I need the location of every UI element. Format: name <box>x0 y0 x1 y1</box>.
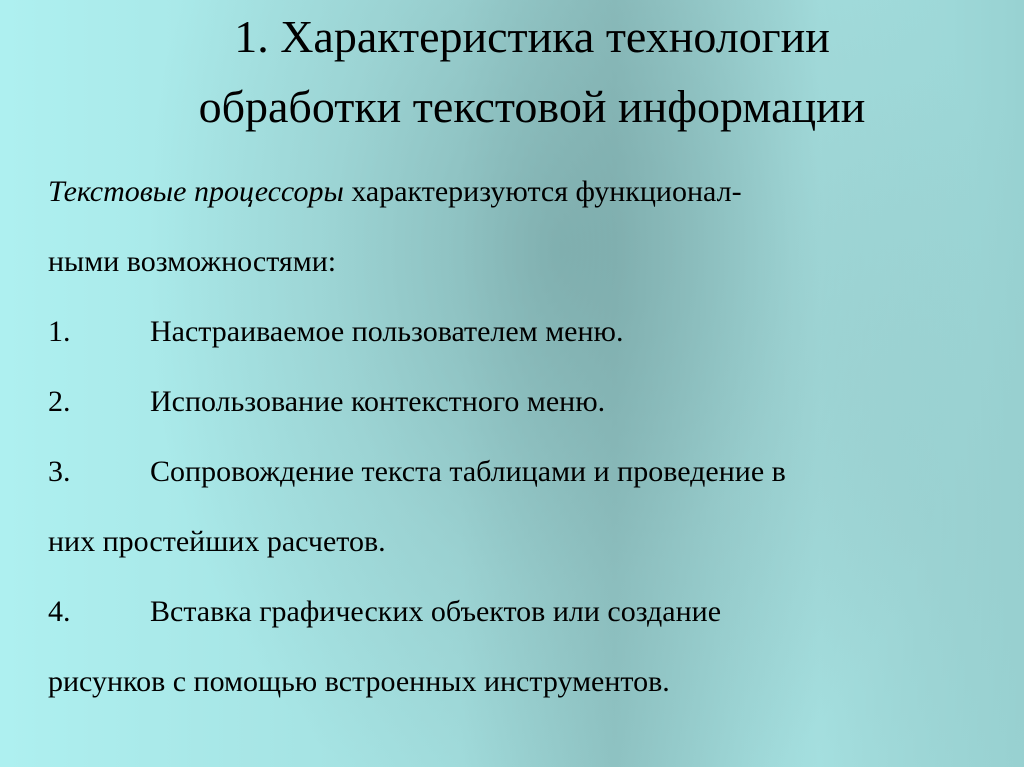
list-item-text: Сопровождение текста таблицами и проведение в <box>150 455 786 488</box>
slide-body <box>48 157 1008 717</box>
slide-title <box>0 2 1024 142</box>
title-line-1: 1. Характеристика технологии <box>234 11 830 62</box>
list-item-text: Использование контекстного меню. <box>150 385 606 418</box>
list-item <box>48 577 1008 647</box>
title-line-2: обработки текстовой информации <box>198 81 866 132</box>
list-item <box>48 297 1008 367</box>
list-item-continuation: рисунков с помощью встроенных инструментов. <box>48 665 670 698</box>
list-item-number: 2. <box>48 385 71 418</box>
list-item-number: 1. <box>48 315 71 348</box>
list-item <box>48 437 1008 507</box>
list-item-text: Настраиваемое пользователем меню. <box>150 315 624 348</box>
list-item <box>48 367 1008 437</box>
intro-line-2: ными возможностями: <box>48 245 337 278</box>
intro-italic-text: Текстовые процессоры <box>48 175 344 208</box>
intro-rest-text: характеризуются функционал- <box>343 175 742 208</box>
list-item-continuation: них простейших расчетов. <box>48 525 386 558</box>
list-item-number: 4. <box>48 595 71 628</box>
list-item-number: 3. <box>48 455 71 488</box>
intro-line-1 <box>48 157 1008 227</box>
list-item-text: Вставка графических объектов или создание <box>150 595 722 628</box>
